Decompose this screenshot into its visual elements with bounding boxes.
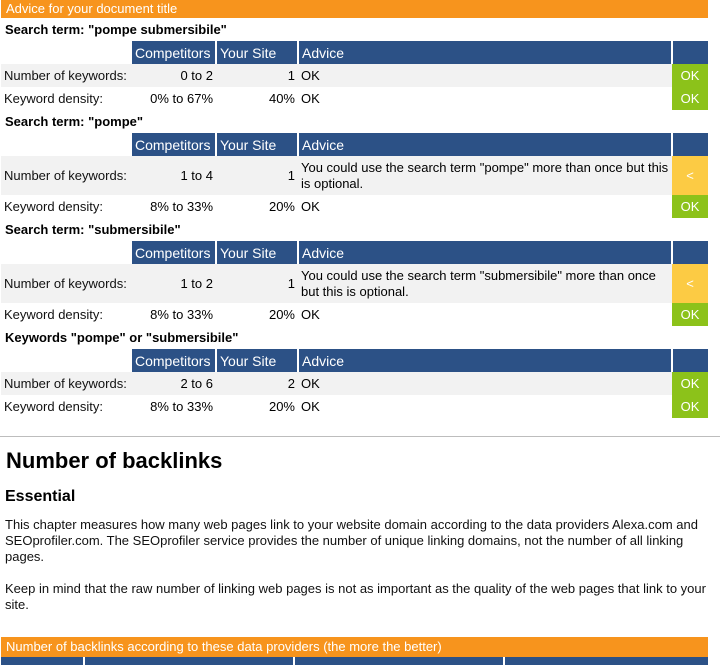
table-header-row [1,41,708,64]
header-your-site: Your Site [216,133,298,156]
header-competitors: Competitors [131,41,216,64]
header-status-cell [672,349,708,372]
row-label: Keyword density: [4,199,103,214]
section-divider [0,436,720,437]
row-label: Keyword density: [4,91,103,106]
header-status-cell [672,41,708,64]
header-your-site: Your Site [216,241,298,264]
search-term-heading: Search term: "pompe submersibile" [5,22,227,37]
header-your-site: Your Site [216,349,298,372]
advice-title-bar: Advice for your document title [1,0,708,18]
advice-text: OK [301,90,320,106]
status-ok-badge: OK [672,64,708,87]
header-advice: Advice [298,241,672,264]
your-site-value: 20% [268,199,295,214]
header-competitors: Competitors [131,241,216,264]
backlinks-intro-paragraph: This chapter measures how many web pages link to your website domain according to the data providers Alexa.com and SEOprofiler.com. The SEOprofiler service provides the number of unique linking domains, not the number of all linking pages. [5,517,698,564]
table-row [1,395,708,418]
competitors-value: 2 to 6 [131,372,216,395]
advice-text: OK [301,198,320,214]
backlinks-quality-paragraph: Keep in mind that the raw number of linking web pages is not as important as the quality of the web pages that link to your site. [5,581,706,612]
your-site-value: 20% [268,307,295,322]
header-advice: Advice [298,133,672,156]
advice-text: You could use the search term "pompe" more than once but this is optional. [298,156,672,195]
header-empty-cell [1,41,131,64]
advice-table [1,41,708,110]
row-label: Number of keywords: [1,264,131,303]
advice-text: OK [301,306,320,322]
your-site-value: 1 [216,264,298,303]
your-site-value: 1 [216,156,298,195]
essential-subheading: Essential [5,488,76,505]
table-header-row [1,349,708,372]
row-label: Number of keywords: [1,64,131,87]
status-ok-badge: OK [672,87,708,110]
header-status-cell [672,133,708,156]
advice-text: OK [298,64,672,87]
table-row [1,303,708,326]
table-row [1,372,708,395]
row-label: Number of keywords: [1,156,131,195]
advice-table [1,349,708,418]
header-empty-cell [1,349,131,372]
row-label: Number of keywords: [1,372,131,395]
status-warning-badge: < [672,264,708,303]
status-ok-badge: OK [672,195,708,218]
header-competitors: Competitors [131,133,216,156]
advice-text: OK [298,372,672,395]
competitors-value: 8% to 33% [150,307,213,322]
providers-table-header-strip [1,657,708,665]
table-row [1,64,708,87]
competitors-value: 1 to 4 [131,156,216,195]
search-term-heading: Search term: "pompe" [5,114,144,129]
row-label: Keyword density: [4,399,103,414]
header-status-cell [672,241,708,264]
status-ok-badge: OK [672,372,708,395]
competitors-value: 8% to 33% [150,199,213,214]
status-ok-badge: OK [672,303,708,326]
your-site-value: 40% [268,91,295,106]
row-label: Keyword density: [4,307,103,322]
advice-table [1,133,708,218]
your-site-value: 2 [216,372,298,395]
backlinks-heading: Number of backlinks [6,448,223,473]
your-site-value: 1 [216,64,298,87]
header-empty-cell [1,241,131,264]
header-empty-cell [1,133,131,156]
providers-bar: Number of backlinks according to these data providers (the more the better) [1,637,708,657]
search-term-heading: Search term: "submersibile" [5,222,181,237]
advice-text: You could use the search term "submersibile" more than once but this is optional. [298,264,672,303]
competitors-value: 0 to 2 [131,64,216,87]
table-row [1,156,708,195]
table-row [1,264,708,303]
header-competitors: Competitors [131,349,216,372]
advice-table [1,241,708,326]
advice-text: OK [301,398,320,414]
your-site-value: 20% [268,399,295,414]
header-your-site: Your Site [216,41,298,64]
table-row [1,87,708,110]
status-ok-badge: OK [672,395,708,418]
table-header-row [1,241,708,264]
advice-groups [0,18,720,418]
competitors-value: 0% to 67% [150,91,213,106]
table-row [1,195,708,218]
header-advice: Advice [298,41,672,64]
header-advice: Advice [298,349,672,372]
status-warning-badge: < [672,156,708,195]
table-header-row [1,133,708,156]
search-term-heading: Keywords "pompe" or "submersibile" [5,330,239,345]
competitors-value: 1 to 2 [131,264,216,303]
competitors-value: 8% to 33% [150,399,213,414]
